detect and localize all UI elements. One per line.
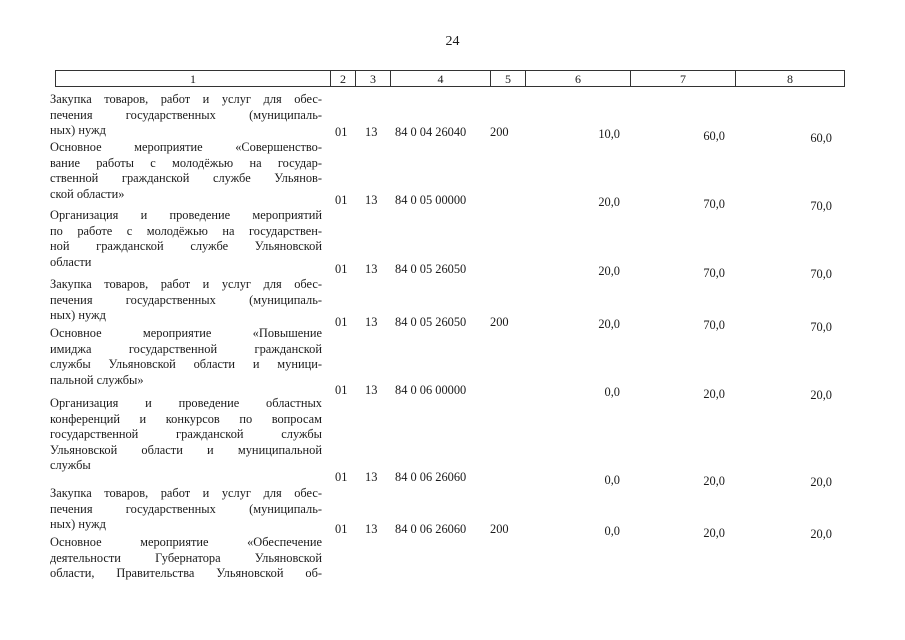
description-line: ной гражданской службе Ульяновской	[50, 239, 322, 253]
description-line: государственной гражданской службы	[50, 427, 322, 441]
description-line: имиджа государственной гражданской	[50, 341, 322, 356]
description-line: Организация и проведение мероприятий	[50, 208, 322, 222]
cell-col2: 01	[335, 262, 348, 276]
description-line: области	[50, 254, 92, 269]
description-line: пальной службы»	[50, 372, 144, 387]
description-line: Организация и проведение областных	[50, 396, 322, 410]
description-line: службы	[50, 458, 91, 472]
header-cell-2: 2	[330, 70, 355, 87]
header-cell-3: 3	[355, 70, 390, 87]
cell-col6: 0,0	[604, 473, 620, 487]
cell-col8: 20,0	[810, 475, 832, 489]
cell-col4: 84 0 04 26040	[395, 125, 467, 139]
cell-col4: 84 0 05 26050	[395, 315, 467, 329]
cell-col3: 13	[365, 470, 378, 484]
description-line: печения государственных (муниципаль-	[50, 292, 322, 307]
description-line: Основное мероприятие «Обеспечение	[50, 535, 322, 549]
header-cell-5: 5	[490, 70, 525, 87]
description-line: Ульяновской области и муниципальной	[50, 442, 322, 457]
description-line: ных) нужд	[50, 123, 106, 137]
header-cell-6: 6	[525, 70, 630, 87]
cell-col8: 20,0	[810, 527, 832, 541]
cell-col2: 01	[335, 315, 348, 329]
cell-col4: 84 0 05 26050	[395, 262, 467, 276]
description-line: конференций и конкурсов по вопросам	[50, 411, 322, 426]
cell-col5: 200	[490, 125, 509, 139]
cell-col8: 60,0	[810, 131, 832, 145]
cell-col7: 70,0	[703, 197, 725, 211]
description-line: ской области»	[50, 186, 125, 201]
description-line: печения государственных (муниципаль-	[50, 501, 322, 516]
cell-col7: 70,0	[703, 318, 725, 332]
cell-col8: 70,0	[810, 320, 832, 334]
cell-col3: 13	[365, 262, 378, 276]
description-line: деятельности Губернатора Ульяновской	[50, 550, 322, 565]
cell-col5: 200	[490, 315, 509, 329]
cell-col2: 01	[335, 125, 348, 139]
description-line: Закупка товаров, работ и услуг для обес-	[50, 486, 322, 500]
description-line: ственной гражданской службе Ульянов-	[50, 171, 322, 185]
cell-col3: 13	[365, 522, 378, 536]
description-line: по работе с молодёжью на государствен-	[50, 223, 322, 238]
row-description	[50, 486, 322, 533]
row-description	[50, 140, 322, 202]
cell-col2: 01	[335, 193, 348, 207]
cell-col4: 84 0 05 00000	[395, 193, 467, 207]
cell-col5: 200	[490, 522, 509, 536]
cell-col4: 84 0 06 00000	[395, 383, 467, 397]
cell-col3: 13	[365, 383, 378, 397]
row-description	[50, 396, 322, 474]
description-line: Основное мероприятие «Повышение	[50, 326, 322, 340]
cell-col8: 70,0	[810, 199, 832, 213]
cell-col7: 20,0	[703, 474, 725, 488]
cell-col6: 0,0	[604, 385, 620, 399]
cell-col4: 84 0 06 26060	[395, 470, 467, 484]
cell-col7: 70,0	[703, 266, 725, 280]
description-line: Основное мероприятие «Совершенство-	[50, 140, 322, 154]
cell-col8: 70,0	[810, 267, 832, 281]
cell-col4: 84 0 06 26060	[395, 522, 467, 536]
cell-col3: 13	[365, 193, 378, 207]
cell-col2: 01	[335, 470, 348, 484]
row-description	[50, 208, 322, 270]
description-line: службы Ульяновской области и муници-	[50, 357, 322, 371]
row-description	[50, 277, 322, 324]
cell-col6: 20,0	[598, 195, 620, 209]
cell-col3: 13	[365, 125, 378, 139]
description-line: печения государственных (муниципаль-	[50, 107, 322, 122]
cell-col2: 01	[335, 383, 348, 397]
cell-col6: 20,0	[598, 317, 620, 331]
description-line: ных) нужд	[50, 517, 106, 531]
cell-col7: 20,0	[703, 387, 725, 401]
cell-col7: 20,0	[703, 526, 725, 540]
row-description	[50, 326, 322, 388]
description-line: области, Правительства Ульяновской об-	[50, 566, 322, 580]
header-cell-4: 4	[390, 70, 490, 87]
header-cell-1: 1	[55, 70, 330, 87]
header-cell-8: 8	[735, 70, 845, 87]
cell-col3: 13	[365, 315, 378, 329]
description-line: ных) нужд	[50, 308, 106, 322]
description-line: Закупка товаров, работ и услуг для обес-	[50, 92, 322, 106]
cell-col7: 60,0	[703, 129, 725, 143]
cell-col6: 20,0	[598, 264, 620, 278]
header-cell-7: 7	[630, 70, 735, 87]
description-line: Закупка товаров, работ и услуг для обес-	[50, 277, 322, 291]
row-description	[50, 92, 322, 139]
cell-col6: 10,0	[598, 127, 620, 141]
cell-col2: 01	[335, 522, 348, 536]
description-line: вание работы с молодёжью на государ-	[50, 155, 322, 170]
row-description	[50, 535, 322, 582]
cell-col6: 0,0	[604, 524, 620, 538]
cell-col8: 20,0	[810, 388, 832, 402]
page-number: 24	[445, 34, 460, 49]
